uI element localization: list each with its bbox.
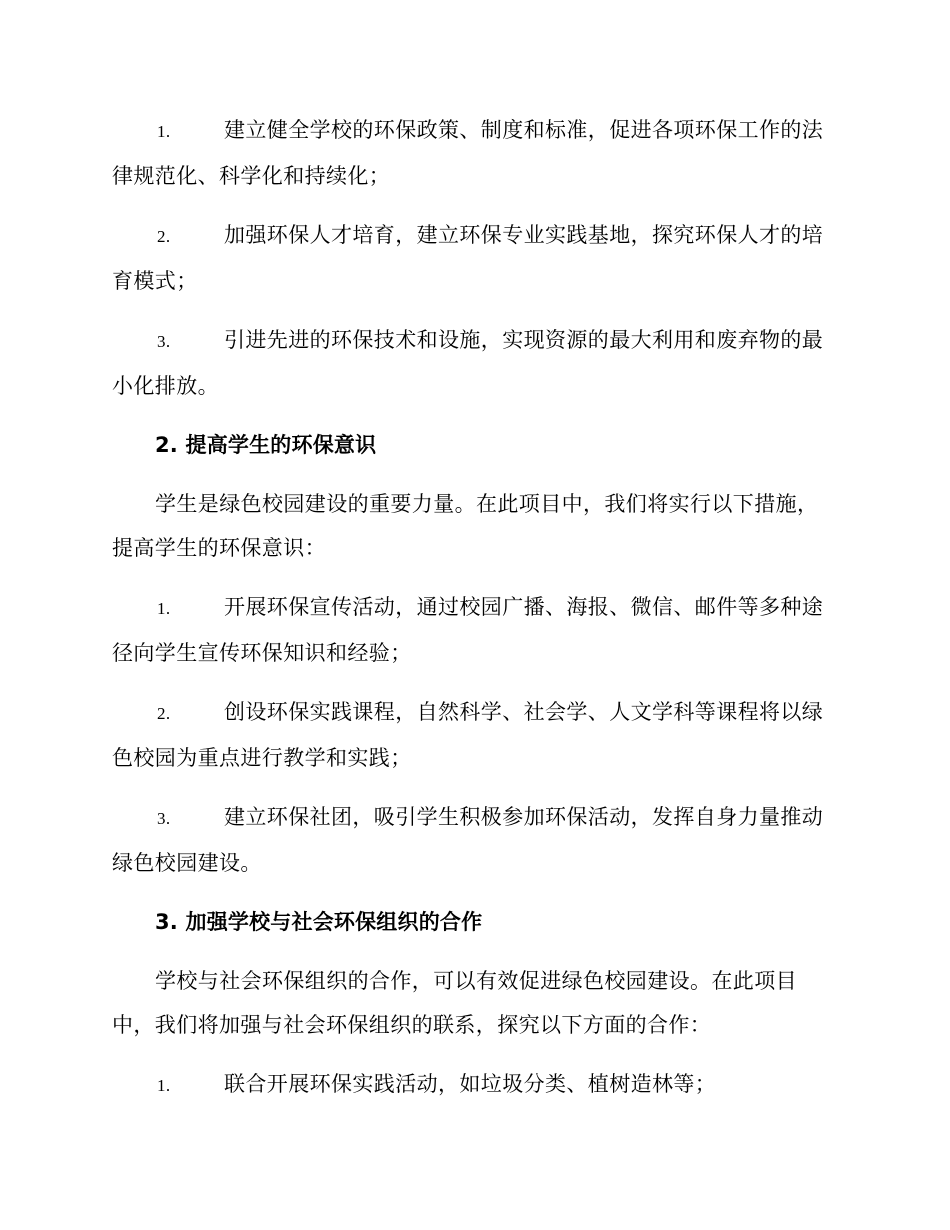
list-number: 2. bbox=[157, 704, 171, 723]
list-item-text: 创设环保实践课程，自然科学、社会学、人文学科等课程将以绿色校园为重点进行教学和实践； bbox=[112, 700, 824, 770]
list-item-text: 联合开展环保实践活动，如垃圾分类、植树造林等； bbox=[224, 1072, 717, 1096]
list-number: 3. bbox=[157, 332, 171, 351]
section-intro-paragraph: 学校与社会环保组织的合作，可以有效促进绿色校园建设。在此项目中，我们将加强与社会环保组织的联系，探究以下方面的合作： bbox=[112, 969, 797, 1037]
list-number: 3. bbox=[157, 809, 171, 828]
list-item bbox=[112, 585, 834, 675]
list-number: 1. bbox=[157, 122, 171, 141]
section-heading: 3. 加强学校与社会环保组织的合作 bbox=[155, 910, 483, 934]
list-item bbox=[112, 1062, 834, 1108]
document-body bbox=[112, 108, 834, 1123]
section-intro-paragraph: 学生是绿色校园建设的重要力量。在此项目中，我们将实行以下措施，提高学生的环保意识： bbox=[112, 492, 819, 560]
list-number: 1. bbox=[157, 1076, 171, 1095]
list-item-text: 引进先进的环保技术和设施，实现资源的最大利用和废弃物的最小化排放。 bbox=[112, 328, 824, 398]
list-number: 1. bbox=[157, 599, 171, 618]
list-item bbox=[112, 690, 834, 780]
list-item-text: 开展环保宣传活动，通过校园广播、海报、微信、邮件等多种途径向学生宣传环保知识和经验； bbox=[112, 595, 824, 665]
list-item bbox=[112, 213, 834, 303]
list-item-text: 建立健全学校的环保政策、制度和标准，促进各项环保工作的法律规范化、科学化和持续化； bbox=[112, 118, 824, 188]
list-item-text: 加强环保人才培育，建立环保专业实践基地，探究环保人才的培育模式； bbox=[112, 223, 824, 293]
section-heading: 2. 提高学生的环保意识 bbox=[155, 433, 377, 457]
list-item bbox=[112, 795, 834, 885]
list-item bbox=[112, 318, 834, 408]
list-item bbox=[112, 108, 834, 198]
list-item-text: 建立环保社团，吸引学生积极参加环保活动，发挥自身力量推动绿色校园建设。 bbox=[112, 805, 824, 875]
list-number: 2. bbox=[157, 227, 171, 246]
